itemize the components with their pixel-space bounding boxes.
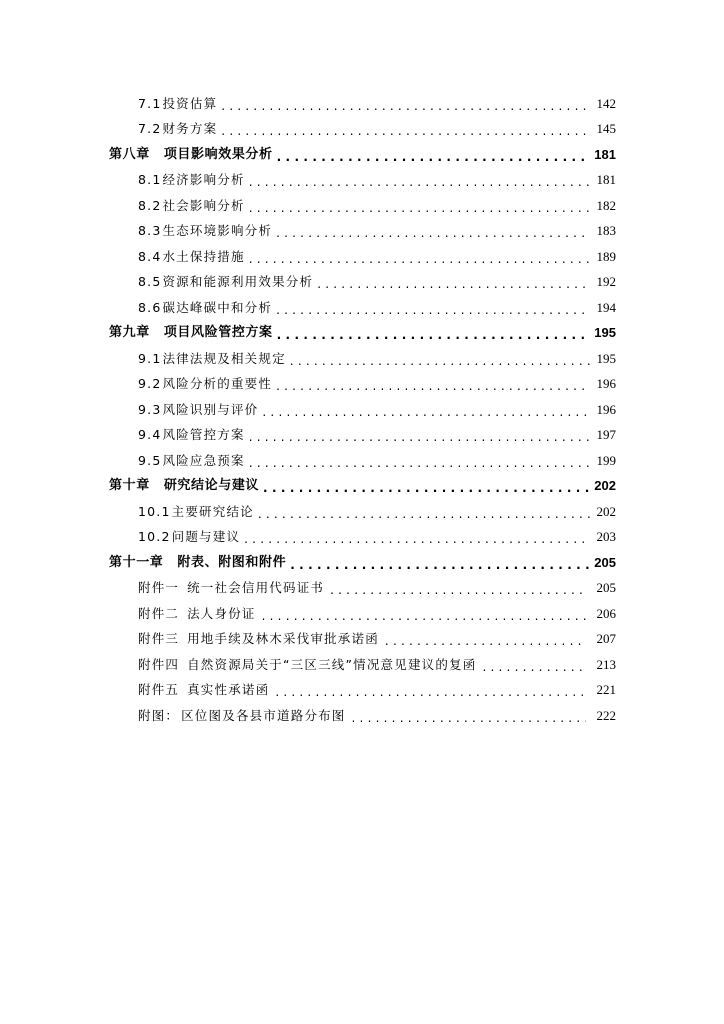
toc-entry-title xyxy=(138,657,476,673)
toc-entry-number: 8.6 xyxy=(138,299,162,315)
toc-dot-leader xyxy=(258,506,590,522)
toc-page-number: 202 xyxy=(594,478,616,494)
toc-entry-title-text: 项目影响效果分析 xyxy=(163,146,273,162)
toc-page-number: 199 xyxy=(596,452,616,468)
toc-page-number: 203 xyxy=(596,529,616,545)
toc-entry-number: 9.3 xyxy=(138,401,162,417)
toc-entry-number: 8.4 xyxy=(138,248,162,264)
toc-section-entry[interactable] xyxy=(0,346,724,372)
toc-entry-title-text: 碳达峰碳中和分析 xyxy=(162,299,273,315)
toc-section-entry[interactable] xyxy=(0,193,724,219)
toc-entry-title xyxy=(138,121,217,137)
toc-dot-leader xyxy=(262,404,590,420)
toc-attachment-entry[interactable] xyxy=(0,576,724,602)
toc-dot-leader xyxy=(221,98,590,114)
toc-entry-number: 附件一 xyxy=(138,580,180,596)
toc-dot-leader xyxy=(249,251,590,267)
toc-page-number: 206 xyxy=(596,605,616,621)
toc-section-entry[interactable] xyxy=(0,244,724,270)
toc-entry-title xyxy=(138,427,245,443)
toc-entry-number: 附图： xyxy=(138,707,180,723)
toc-entry-number: 第十一章 xyxy=(109,554,164,570)
toc-entry-number: 第八章 xyxy=(109,146,150,162)
toc-attachment-entry[interactable] xyxy=(0,601,724,627)
toc-section-entry[interactable] xyxy=(0,219,724,245)
toc-dot-leader xyxy=(290,353,590,369)
toc-entry-number: 8.5 xyxy=(138,274,162,290)
toc-entry-number: 7.2 xyxy=(138,121,162,137)
toc-page-number: 181 xyxy=(596,172,616,188)
toc-dot-leader xyxy=(276,225,590,241)
toc-attachment-entry[interactable] xyxy=(0,652,724,678)
toc-entry-title-text: 社会影响分析 xyxy=(162,197,245,213)
toc-section-entry[interactable] xyxy=(0,499,724,525)
toc-entry-title-text: 财务方案 xyxy=(162,121,218,137)
toc-dot-leader xyxy=(330,582,586,598)
toc-dot-leader xyxy=(276,378,590,394)
toc-entry-title xyxy=(109,555,286,571)
toc-dot-leader xyxy=(221,123,590,139)
toc-entry-number: 9.1 xyxy=(138,350,162,366)
toc-page-number: 197 xyxy=(596,427,616,443)
toc-page-number: 192 xyxy=(596,274,616,290)
toc-entry-title-text: 自然资源局关于“三区三线”情况意见建议的复函 xyxy=(187,656,477,672)
toc-entry-title xyxy=(109,147,273,163)
toc-dot-leader xyxy=(263,480,590,496)
toc-entry-number: 附件五 xyxy=(138,682,180,698)
toc-entry-title xyxy=(138,682,269,698)
toc-entry-title-text: 风险识别与评价 xyxy=(162,401,259,417)
toc-dot-leader xyxy=(277,327,590,343)
toc-entry-title-text: 研究结论与建议 xyxy=(163,478,260,494)
toc-chapter-entry[interactable] xyxy=(0,142,724,168)
toc-entry-title xyxy=(138,631,379,647)
toc-entry-number: 附件三 xyxy=(138,631,180,647)
toc-chapter-entry[interactable] xyxy=(0,321,724,347)
toc-entry-number: 第九章 xyxy=(109,325,150,341)
toc-entry-title xyxy=(138,708,346,724)
toc-section-entry[interactable] xyxy=(0,448,724,474)
toc-entry-title-text: 用地手续及林木采伐审批承诺函 xyxy=(187,631,379,647)
toc-entry-title xyxy=(138,96,217,112)
toc-entry-title xyxy=(138,274,313,290)
toc-dot-leader xyxy=(275,684,586,700)
toc-page-number: 221 xyxy=(596,682,616,698)
toc-dot-leader xyxy=(277,149,590,165)
toc-entry-title-text: 统一社会信用代码证书 xyxy=(187,580,325,596)
toc-entry-title xyxy=(138,453,245,469)
toc-page-number: 195 xyxy=(596,350,616,366)
toc-entry-title-text: 生态环境影响分析 xyxy=(162,223,273,239)
toc-dot-leader xyxy=(276,302,590,318)
toc-entry-title-text: 资源和能源利用效果分析 xyxy=(162,274,314,290)
toc-dot-leader xyxy=(262,608,586,624)
toc-page-number: 183 xyxy=(596,223,616,239)
toc-page-number: 182 xyxy=(596,197,616,213)
toc-attachment-entry[interactable] xyxy=(0,627,724,653)
toc-entry-title-text: 风险应急预案 xyxy=(162,452,245,468)
toc-entry-title-text: 附表、附图和附件 xyxy=(177,554,287,570)
toc-page-number: 195 xyxy=(594,325,616,341)
toc-entry-number: 附件四 xyxy=(138,656,180,672)
toc-page-number: 205 xyxy=(596,580,616,596)
toc-entry-number: 9.4 xyxy=(138,427,162,443)
toc-page-number: 207 xyxy=(596,631,616,647)
toc-chapter-entry[interactable] xyxy=(0,550,724,576)
toc-page-number: 145 xyxy=(596,121,616,137)
toc-entry-number: 7.1 xyxy=(138,95,162,111)
toc-entry-number: 9.5 xyxy=(138,452,162,468)
toc-page-number: 181 xyxy=(594,146,616,162)
toc-entry-number: 9.2 xyxy=(138,376,162,392)
toc-section-entry[interactable] xyxy=(0,525,724,551)
toc-entry-title-text: 风险分析的重要性 xyxy=(162,376,273,392)
toc-entry-number: 10.2 xyxy=(138,529,171,545)
toc-entry-title-text: 风险管控方案 xyxy=(162,427,245,443)
toc-page-number: 189 xyxy=(596,248,616,264)
table-of-contents xyxy=(0,91,724,729)
toc-entry-title xyxy=(138,351,286,367)
toc-page-number: 142 xyxy=(596,95,616,111)
toc-entry-title xyxy=(138,504,254,520)
toc-entry-title-text: 问题与建议 xyxy=(171,529,241,545)
toc-dot-leader xyxy=(249,429,590,445)
toc-dot-leader xyxy=(249,174,590,190)
toc-page-number: 213 xyxy=(596,656,616,672)
toc-entry-title xyxy=(138,580,324,596)
toc-entry-title xyxy=(138,376,272,392)
toc-entry-title xyxy=(138,300,272,316)
toc-entry-title xyxy=(138,606,256,622)
toc-entry-title xyxy=(138,172,245,188)
toc-entry-title-text: 投资估算 xyxy=(162,95,218,111)
toc-entry-number: 第十章 xyxy=(109,478,150,494)
toc-page-number: 194 xyxy=(596,299,616,315)
toc-dot-leader xyxy=(317,276,590,292)
toc-dot-leader xyxy=(244,531,590,547)
toc-dot-leader xyxy=(290,557,590,573)
toc-dot-leader xyxy=(482,659,586,675)
toc-dot-leader xyxy=(385,633,586,649)
toc-page-number: 202 xyxy=(596,503,616,519)
toc-entry-number: 8.1 xyxy=(138,172,162,188)
toc-attachment-entry[interactable] xyxy=(0,678,724,704)
toc-entry-title xyxy=(138,529,240,545)
toc-entry-title xyxy=(138,402,258,418)
toc-entry-title-text: 经济影响分析 xyxy=(162,172,245,188)
toc-page-number: 205 xyxy=(594,554,616,570)
toc-section-entry[interactable] xyxy=(0,372,724,398)
toc-section-entry[interactable] xyxy=(0,270,724,296)
toc-dot-leader xyxy=(352,710,586,726)
toc-section-entry[interactable] xyxy=(0,295,724,321)
toc-entry-title xyxy=(138,223,272,239)
toc-entry-number: 附件二 xyxy=(138,605,180,621)
toc-page-number: 222 xyxy=(596,707,616,723)
toc-entry-title-text: 法律法规及相关规定 xyxy=(162,350,286,366)
toc-entry-title-text: 法人身份证 xyxy=(187,605,256,621)
toc-section-entry[interactable] xyxy=(0,91,724,117)
toc-page-number: 196 xyxy=(596,401,616,417)
toc-section-entry[interactable] xyxy=(0,397,724,423)
toc-entry-title-text: 真实性承诺函 xyxy=(187,682,270,698)
toc-entry-number: 8.3 xyxy=(138,223,162,239)
toc-chapter-entry[interactable] xyxy=(0,474,724,500)
toc-entry-title xyxy=(109,325,273,341)
toc-page-number: 196 xyxy=(596,376,616,392)
toc-entry-title xyxy=(138,249,245,265)
toc-entry-title-text: 区位图及各县市道路分布图 xyxy=(181,707,346,723)
toc-attachment-entry[interactable] xyxy=(0,703,724,729)
toc-section-entry[interactable] xyxy=(0,423,724,449)
toc-entry-title-text: 主要研究结论 xyxy=(171,503,254,519)
toc-entry-number: 8.2 xyxy=(138,197,162,213)
toc-dot-leader xyxy=(249,200,590,216)
toc-section-entry[interactable] xyxy=(0,168,724,194)
toc-entry-number: 10.1 xyxy=(138,503,171,519)
toc-entry-title-text: 水土保持措施 xyxy=(162,248,245,264)
toc-entry-title xyxy=(138,198,245,214)
toc-dot-leader xyxy=(249,455,590,471)
toc-entry-title xyxy=(109,478,259,494)
toc-entry-title-text: 项目风险管控方案 xyxy=(163,325,273,341)
toc-section-entry[interactable] xyxy=(0,117,724,143)
